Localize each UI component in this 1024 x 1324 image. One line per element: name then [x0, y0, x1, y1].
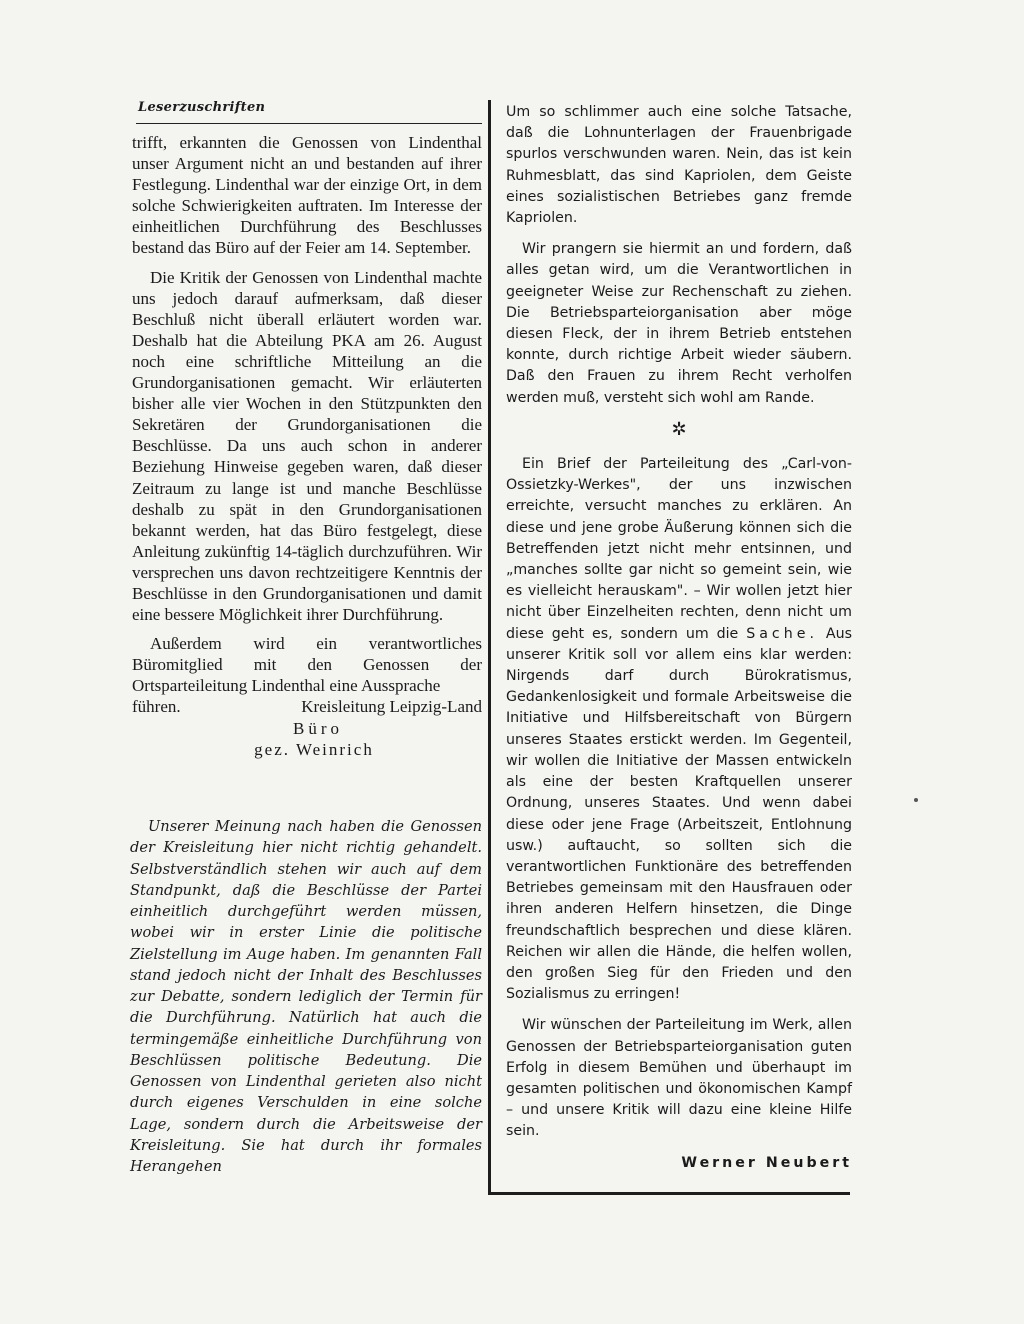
left-paragraph: Die Kritik der Genossen von Lindenthal machte uns jedoch darauf aufmerksam, daß dieser Beschluß nicht überall erläutert worden war. Deshalb hat die Abteilung PKA am 26. August noch eine schriftliche Mitteilung an die Grundorganisationen gemacht. Wir erläuterten bisher alle vier Wochen in den Stützpunkten den Sekretären der Grundorganisationen die Beschlüsse. Da uns auch schon in anderer Beziehung Hinweise gegeben waren, daß dieser Zeitraum zu lange ist und manche Beschlüsse deshalb zu spät in den Grundorganisationen bekannt werden, hat das Büro festgelegt, diese Anleitung zukünftig 14-täglich durchzuführen. Wir versprechen uns davon rechtzeitigere Kenntnis der Beschlüsse in den Grundorganisationen und damit eine bessere Möglichkeit ihrer Durchführung.: [132, 267, 482, 625]
right-column: [506, 102, 852, 1174]
letter-signature: [132, 696, 482, 759]
right-paragraph: [506, 454, 852, 1005]
signature-organization: Kreisleitung Leipzig-Land: [301, 697, 482, 717]
emphasized-word: Sache.: [746, 625, 818, 642]
signature-office: Büro: [293, 718, 343, 738]
right-paragraph: Wir wünschen der Parteileitung im Werk, allen Genossen der Betriebsparteiorganisation guten Erfolg in diesem Bemühen und überhaupt im gesamten politischen und ökonomischen Kampf – und unsere Kritik will dazu eine kleine Hilfe sein.: [506, 1017, 852, 1140]
editorial-comment: Unserer Meinung nach haben die Genossen der Kreisleitung hier nicht richtig gehandelt. Selbstverständlich stehen wir auch auf dem Standpunkt, daß die Beschlüsse der Partei einheitlich durchgeführt werden müssen, wobei wir in erster Linie die politische Zielstellung im Auge haben. Im genannten Fall stand jedoch nicht der Inhalt des Beschlusses zur Debatte, sondern lediglich der Termin für die Durchführung. Natürlich hat auch die termingemäße einheitliche Durchführung von Beschlüssen politische Bedeutung. Die Genossen von Lindenthal gerieten also nicht durch eigenes Verschulden in eine solche Lage, sondern durch die Arbeitsweise der Kreisleitung. Sie hat durch ihr formales Herangehen: [130, 818, 482, 1175]
print-speck: [914, 798, 918, 802]
column-divider: [488, 100, 491, 1195]
para-text: Ein Brief der Parteileitung des „Carl-von-Ossietzky-Werkes", der uns inzwischen erreichte, versucht manches zu erklären. An diese und jene grobe Äußerung können sich die Betreffenden jetzt nicht mehr entsinnen, und „manches sollte gar nicht so gemeint sein, wie es vielleicht herauskam". – Wir wollen jetzt hier nicht über Einzelheiten rechten, denn nicht um diese geht es, sondern um die: [506, 456, 852, 642]
left-paragraph: trifft, erkannten die Genossen von Lindenthal unser Argument nicht an und bestanden auf ihrer Festlegung. Lindenthal war der einzige Ort, in dem solche Schwierigkeiten auftraten. Im Interesse der einheitlichen Durchführung des Beschlusses bestand das Büro auf der Feier am 14. September.: [132, 133, 482, 258]
author-signature: Werner Neubert: [681, 1154, 852, 1171]
right-paragraph: Um so schlimmer auch eine solche Tatsache, daß die Lohnunterlagen der Frauenbrigade spurlos verschwunden waren. Nein, das ist kein Ruhmesblatt, das sind Kapriolen, dem Geiste eines sozialistischen Betriebes ganz fremde Kapriolen.: [506, 104, 852, 227]
para-text: Aus unserer Kritik soll vor allem eins klar werden: Nirgends darf durch Bürokratismus, Gedankenlosigkeit und formale Arbeitsweise die Initiative und Hilfsbereitschaft von Bürgern unseres Staates erstickt werden. Im Gegenteil, wir wollen die Initiative der Massen entwickeln als eine der besten Kraftquellen unserer Ordnung, unseres Staates. Und wenn dabei diese oder jene Frage (Arbeitszeit, Entlohnung usw.) auftaucht, so sollten sich die verantwortlichen Funktionäre des betreffenden Betriebes gemeinsam mit den Hausfrauen oder ihren anderen Helfern hinsetzen, die Dinge freundschaftlich besprechen und diese klären. Reichen wir allen die Hände, die helfen wollen, den großen Sieg für den Frieden und den Sozialismus zu erringen!: [506, 625, 852, 1003]
header-rule: [136, 123, 482, 124]
star-separator-icon: ✲: [671, 418, 687, 440]
right-paragraph: Wir prangern sie hiermit an und fordern, daß alles getan wird, um die Verantwortlichen in geeigneter Weise zur Rechenschaft zu ziehen. Die Betriebsparteiorganisation aber möge diesen Fleck, der in ihrem Betrieb entstehen konnte, durch richtige Arbeit wieder säubern. Daß den Frauen zu ihrem Recht verholfen werden muß, versteht sich wohl am Rande.: [506, 241, 852, 406]
left-column: [132, 132, 482, 760]
signature-name: gez. Weinrich: [254, 739, 374, 759]
signature-closing-word: führen.: [132, 697, 181, 717]
left-paragraph: Außerdem wird ein verantwortliches Büromitglied mit den Genossen der Ortsparteileitung Lindenthal eine Aussprache: [132, 634, 482, 696]
section-header: Leserzuschriften: [138, 100, 266, 115]
bottom-rule: [488, 1192, 850, 1195]
